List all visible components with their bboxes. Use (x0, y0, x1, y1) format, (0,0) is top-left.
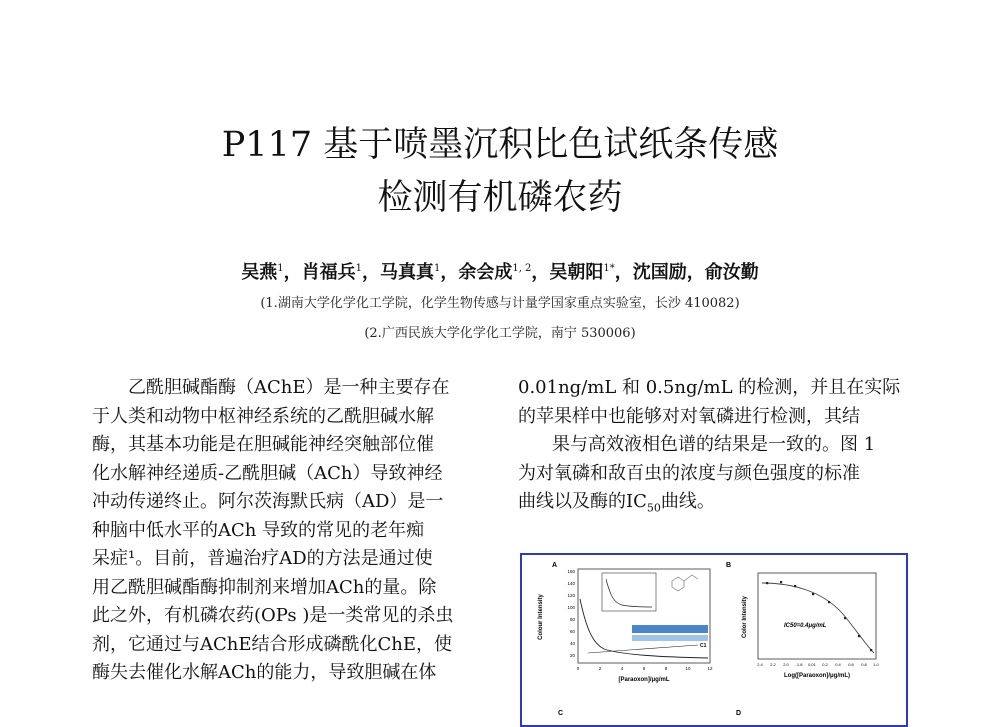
author: 余会成$^{1, 2}$， (458, 262, 550, 283)
author: 马真真$^1$， (379, 262, 459, 283)
paper-title-line-2: 检测有机磷农药 (377, 178, 623, 218)
body-line: 酶，其基本功能是在胆碱能神经突触部位催 (92, 434, 434, 455)
x-tick: 0.01 (808, 662, 816, 667)
plot-b-frame (758, 573, 876, 659)
author: 沈国励， (632, 262, 705, 283)
x-tick: -1.8 (795, 662, 803, 667)
color-strip (632, 625, 708, 633)
plot-b-ylabel: Color Intensity (742, 595, 748, 639)
author: 肖福兵$^1$， (301, 262, 380, 283)
right-column (518, 374, 908, 523)
plot-b-points (766, 581, 872, 651)
panel-label-c: C (558, 710, 564, 717)
molecule-icon (672, 575, 698, 591)
author: 俞汝勤 (704, 262, 759, 283)
x-tick: 0.8 (861, 662, 867, 667)
author: 吴朝阳$^{1*}$， (549, 262, 633, 283)
panel-label-b: B (726, 562, 732, 569)
x-tick: 8 (664, 666, 668, 671)
x-tick: 2.4 (757, 662, 763, 667)
x-tick: 0 (576, 666, 580, 671)
body-line: 冲动传递终止。阿尔茨海默氏病（AD）是一 (92, 491, 444, 512)
y-tick: 160 (567, 569, 575, 574)
body-line: 于人类和动物中枢神经系统的乙酰胆碱水解 (92, 405, 434, 427)
affiliation-2: (2.广西民族大学化学化工学院，南宁 530006) (364, 326, 636, 341)
x-tick: 2 (598, 666, 602, 671)
y-tick: 40 (569, 641, 575, 646)
plot-b-annotation: IC50=0.4μg/mL (784, 623, 827, 629)
left-column (92, 374, 492, 688)
body-line: 0.01ng/mL 和 0.5ng/mL 的检测，并且在实际 (518, 377, 901, 398)
body-line: 为对氧磷和敌百虫的浓度与颜色强度的标准 (518, 462, 860, 484)
body-line: 化水解神经递质-乙酰胆碱（ACh）导致神经 (92, 462, 443, 484)
body-line: 酶失去催化水解ACh的能力，导致胆碱在体 (92, 662, 437, 683)
body-line: 曲线以及酶的$IC_{50}$曲线。 (518, 491, 715, 515)
y-tick: 80 (569, 617, 575, 622)
y-tick: 120 (567, 593, 575, 598)
y-tick: 60 (569, 629, 575, 634)
panel-label-d: D (736, 710, 742, 717)
plot-a-xlabel: [Paraoxon]/μg/mL (618, 677, 670, 683)
plot-a-series-label: C1 (700, 643, 707, 649)
x-tick: 1.0 (873, 662, 879, 667)
x-tick: 10 (685, 666, 691, 671)
body-line: 的苹果样中也能够对对氧磷进行检测，其结 (518, 405, 860, 427)
body-line: 乙酰胆碱酯酶（AChE）是一种主要存在 (92, 377, 450, 398)
x-tick: 0.6 (848, 662, 854, 667)
plot-a-ylabel: Colour Intensity (538, 594, 544, 640)
author-list (0, 258, 1000, 284)
x-tick: 0.2 (822, 662, 828, 667)
body-line: 此之外，有机磷农药(OPs )是一类常见的杀虫 (92, 605, 454, 626)
x-tick: 0.4 (835, 662, 841, 667)
y-tick: 20 (569, 653, 575, 658)
body-line: 呆症¹。目前，普遍治疗AD的方法是通过使 (92, 548, 433, 569)
x-tick: 2.2 (770, 662, 776, 667)
author: 吴燕$^1$， (241, 262, 302, 283)
body-line: 用乙酰胆碱酯酶抑制剂来增加ACh的量。除 (92, 576, 437, 598)
paper-title-line-1: P117 基于喷墨沉积比色试纸条传感 (221, 125, 779, 165)
figure-1 (520, 553, 908, 727)
panel-label-a: A (552, 562, 558, 569)
x-tick: 4 (620, 666, 624, 671)
x-tick: 2.0 (783, 662, 789, 667)
x-tick: 6 (642, 666, 646, 671)
y-tick: 140 (567, 581, 575, 586)
body-line: 剂，它通过与AChE结合形成磷酰化ChE，使 (92, 633, 453, 655)
body-line: 果与高效液相色谱的结果是一致的。图 1 (552, 434, 876, 455)
color-strip (632, 635, 708, 641)
x-tick: 12 (707, 666, 713, 671)
plot-b-xlabel: Log([Paraoxon]/μg/mL) (784, 673, 850, 679)
affiliation-1: (1.湖南大学化学化工学院，化学生物传感与计量学国家重点实验室，长沙 410082) (260, 296, 740, 311)
y-tick: 100 (567, 605, 575, 610)
plot-b-curve (762, 583, 874, 653)
body-line: 种脑中低水平的ACh 导致的常见的老年痴 (92, 519, 425, 541)
